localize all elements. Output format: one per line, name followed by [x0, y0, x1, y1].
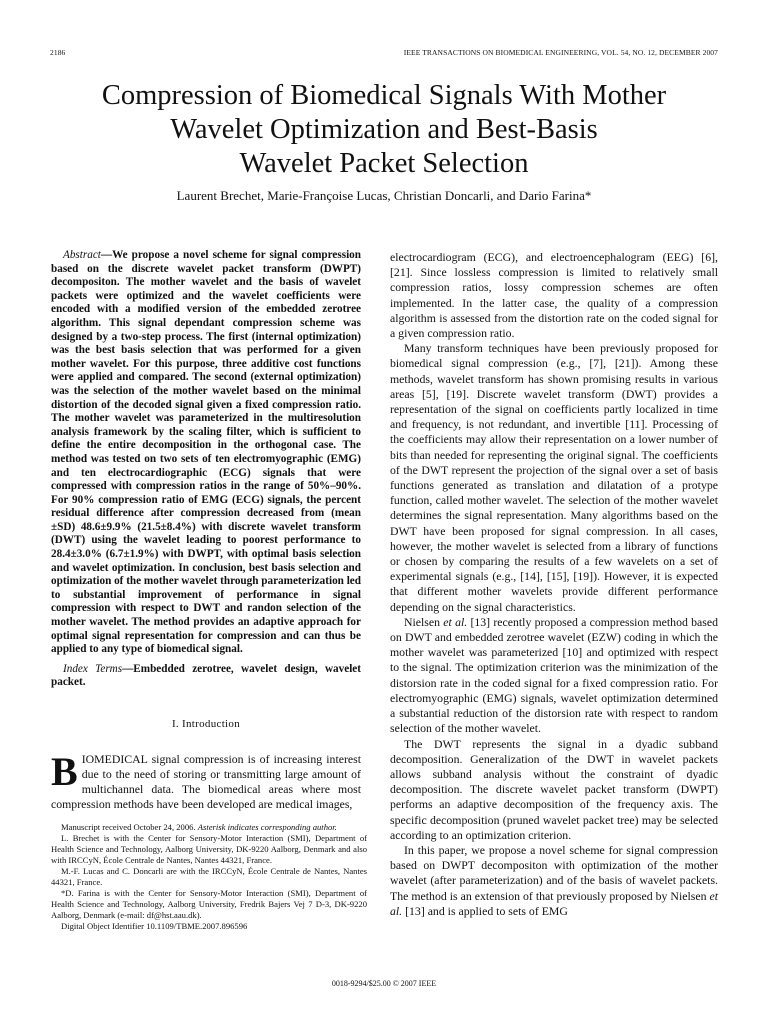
footnote-received: [51, 822, 367, 833]
index-terms: [51, 663, 361, 690]
page-number: 2186: [50, 48, 66, 57]
footnote-lucas: M.-F. Lucas and C. Doncarli are with the IRCCyN, École Centrale de Nantes, Nantes 44321, France.: [51, 866, 367, 887]
title-line-3: Wavelet Packet Selection: [239, 148, 529, 179]
copyright-footer: 0018-9294/$25.00 © 2007 IEEE: [331, 979, 437, 988]
corresponding-note: Asterisk indicates corresponding author.: [197, 822, 337, 832]
index-terms-lead: Index Terms: [63, 662, 123, 675]
drop-cap: B: [51, 748, 78, 794]
body-paragraph-3: [390, 615, 718, 737]
footnote-farina: *D. Farina is with the Center for Sensory-Motor Interaction (SMI), Department of Health Science and Technology, Aalborg University, Fredrik Bajers Vej 7 D-3, DK-9220 Aalborg, Denmark (e-mail: df@hst.aau.dk).: [51, 888, 367, 920]
paper-title: [40, 79, 728, 181]
body-paragraph-2: Many transform techniques have been previously proposed for biomedical signal compression (e.g., [7], [21]). Among these methods, wavelet transform has shown promising results in various areas [5], [19]. Discrete wavelet transform (DWT) provides a representation of the signal on coefficients partly localized in time and frequency, is not redundant, and invertible [11]. Processing of the coefficients may allow their representation on a lower number of bits than needed for representing the original signal. The coefficients of the DWT represent the projection of the signal over a set of basis functions generated as translation and dilatation of a protype function, called mother wavelet. The selection of the mother wavelet determines the signal representation. Many algorithms based on the DWT have been proposed for signal compression. In all cases, however, the mother wavelet is selected from a library of functions or chosen by comparing the results of a few wavelets on a set of experimental signals (e.g., [14], [15], [19]). However, it is expected that different mother wavelets provide different performance depending on the signal characteristics.: [390, 341, 718, 614]
body-paragraph-1: electrocardiogram (ECG), and electroencephalogram (EEG) [6], [21]. Since lossless compression is limited to relatively small compression ratios, lossy compression schemes are often implemented. In the latter case, the quality of a compression algorithm is assessed from the distortion rate on the coded signal for a given compression ratio.: [390, 250, 718, 341]
p5-end: [13] and is applied to sets of EMG: [402, 903, 568, 918]
body-paragraph-5: [390, 843, 718, 919]
p5-etal: et al.: [390, 888, 718, 918]
footnote-brechet: L. Brechet is with the Center for Sensory-Motor Interaction (SMI), Department of Health Science and Technology, Aalborg University, DK-9220 Aalborg, Denmark and also with IRCCyN, École Centrale de Nantes, Nantes 44321, France.: [51, 833, 367, 865]
abstract-lead: Abstract: [63, 249, 101, 261]
abstract-text: —We propose a novel scheme for signal compression based on the discrete wavelet packet transform (DWPT) decompositon. The mother wavelet and the basis of wavelet packets were optimized and the wavelet coefficients were encoded with a modified version of the embedded zerotree algorithm. This signal dependant compression scheme was designed by a two-step process. The first (internal optimization) was the best basis selection that was performed for a given mother wavelet. For this purpose, three additive cost functions were applied and compared. The second (external optimization) was the selection of the mother wavelet based on the minimal distortion of the decoded signal given a fixed compression ratio. The mother wavelet was parameterized in the multiresolution analysis framework by the scaling filter, which is sufficient to define the entire decomposition in the orthogonal case. The method was tested on two sets of ten electromyographic (EMG) and ten electrocardiographic (ECG) signals that were compressed with compression ratios in the range of 50%–90%. For 90% compression ratio of EMG (ECG) signals, the percent residual difference after compression decreased from (mean ±SD) 48.6±9.9% (21.5±8.4%) with discrete wavelet transform (DWT) using the wavelet leading to poorest performance to 28.4±3.0% (6.7±1.9%) with DWPT, with optimal basis selection and wavelet optimization. In conclusion, best basis selection and optimization of the mother wavelet through parameterization led to substantial improvement of performance in signal compression with respect to DWT and randon selection of the mother wavelet. The method provides an adaptive approach for optimal signal representation for compression and can thus be applied to any type of biomedical signal.: [51, 249, 361, 656]
footnotes: [51, 822, 367, 932]
p3-etal: et al.: [443, 614, 468, 629]
index-terms-text: —Embedded zerotree, wavelet design, wavelet packet.: [51, 662, 361, 689]
title-line-1: Compression of Biomedical Signals With Mother: [101, 80, 667, 111]
right-column: [390, 250, 718, 919]
title-line-2: Wavelet Optimization and Best-Basis: [170, 114, 598, 145]
introduction-text: IOMEDICAL signal compression is of increasing interest due to the need of storing or transmitting large amount of multichannel data. The biomedical areas where most compression methods have been developed are medical images,: [51, 751, 361, 812]
abstract: [51, 249, 361, 657]
footnote-doi: Digital Object Identifier 10.1109/TBME.2007.896596: [61, 921, 248, 931]
received-text: Manuscript received October 24, 2006.: [61, 822, 198, 832]
left-column: [51, 249, 361, 812]
journal-info: IEEE TRANSACTIONS ON BIOMEDICAL ENGINEERING, VOL. 54, NO. 12, DECEMBER 2007: [403, 48, 718, 57]
section-heading-introduction: I. Introduction: [171, 718, 241, 730]
p3-end: [13] recently proposed a compression method based on DWT and embedded zerotree wavelet (EZW) coding in which the mother wavelet was parameterized [10] and optimized with respect to the signal. The optimization criterion was the minimization of the distorsion rate in the coded signal for a fixed compression ratio. For electromyographic (EMG) signals, wavelet optimization determined a substantial reduction of the distorsion rate with respect to random selection of the mother wavelet.: [390, 614, 718, 736]
p3-start: Nielsen: [404, 614, 444, 629]
author-list: Laurent Brechet, Marie-Françoise Lucas, Christian Doncarli, and Dario Farina*: [176, 188, 592, 203]
introduction-paragraph: [51, 748, 361, 813]
body-paragraph-4: The DWT represents the signal in a dyadic subband decomposition. Generalization of the DWT in wavelet packets allows subband analysis without the constraint of dyadic decomposition. The discrete wavelet packet transform (DWPT) performs an adaptive decomposition of the frequency axis. The specific decomposition (pruned wavelet packet tree) may be selected according to an optimization criterion.: [390, 736, 718, 842]
p5-start: In this paper, we propose a novel scheme for signal compression based on DWPT decompositon with optimization of the mother wavelet (after parameterization) and of the basis of wavelet packets. The method is an extension of that previously proposed by Nielsen: [390, 842, 718, 903]
